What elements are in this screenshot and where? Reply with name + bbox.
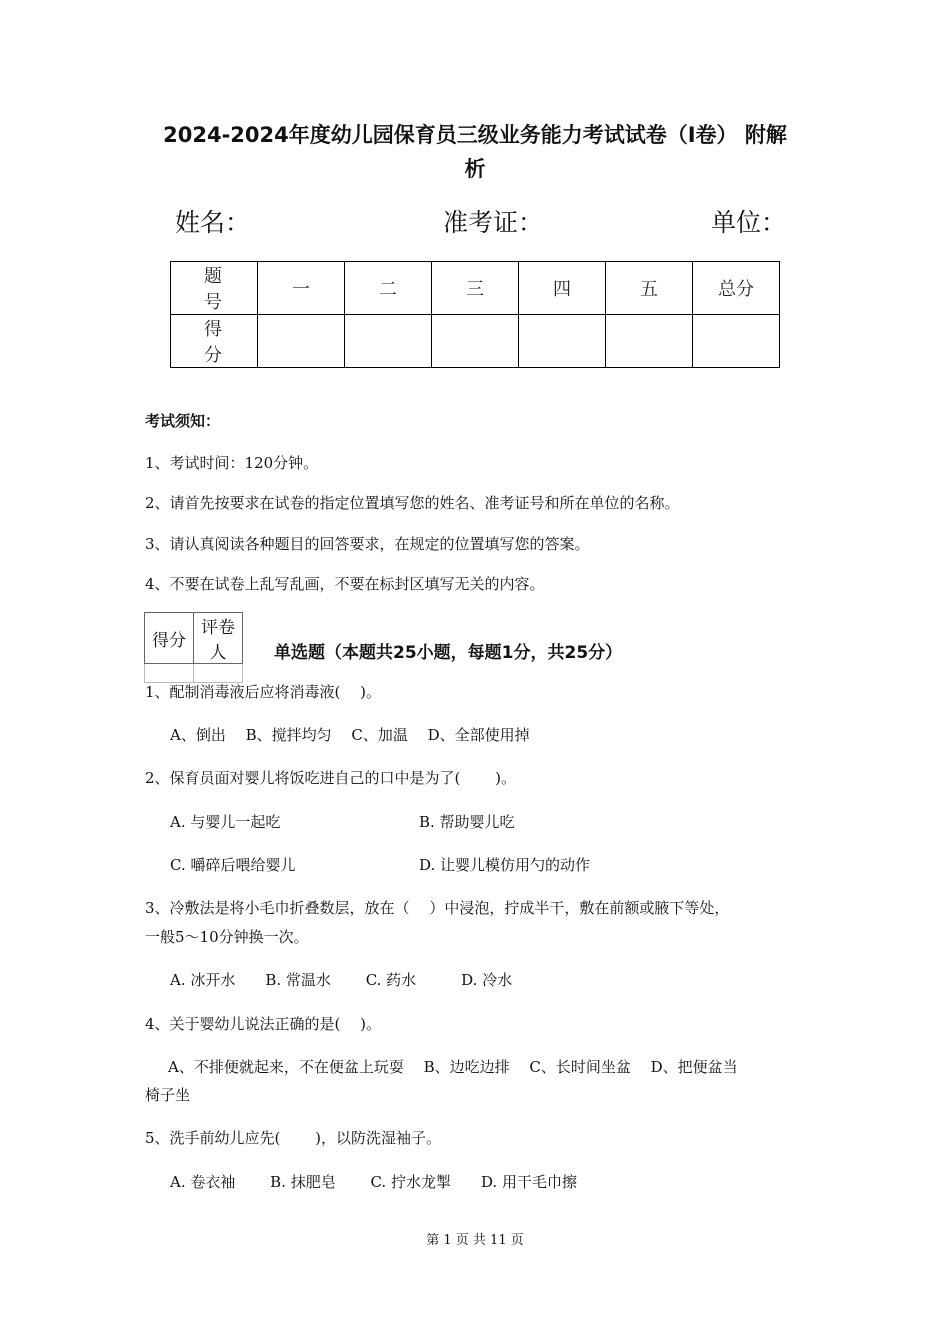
question-2-option-d: D. 让婴儿模仿用勺的动作 bbox=[419, 856, 591, 874]
question-1-options: A、倒出 B、搅拌均匀 C、加温 D、全部使用掉 bbox=[170, 726, 530, 744]
section-3-header: 三 bbox=[432, 262, 519, 315]
question-3-line-1: 3、冷敷法是将小毛巾折叠数层，放在（ ）中浸泡，拧成半干，敷在前额或腋下等处， bbox=[145, 899, 730, 917]
question-1: 1、配制消毒液后应将消毒液( )。 bbox=[145, 683, 382, 701]
question-2-option-b: B. 帮助婴儿吃 bbox=[419, 813, 515, 831]
section-4-header: 四 bbox=[519, 262, 606, 315]
score-cell-total bbox=[693, 315, 780, 368]
score-cell-4 bbox=[519, 315, 606, 368]
score-cell-3 bbox=[432, 315, 519, 368]
unit-label: 单位： bbox=[711, 208, 787, 237]
exam-title bbox=[145, 118, 805, 186]
question-5: 5、洗手前幼儿应先( )，以防洗湿袖子。 bbox=[145, 1129, 442, 1147]
question-4-options-line-2: 椅子坐 bbox=[145, 1086, 191, 1104]
notice-item-2: 2、请首先按要求在试卷的指定位置填写您的姓名、准考证号和所在单位的名称。 bbox=[145, 494, 680, 512]
notice-item-4: 4、不要在试卷上乱写乱画，不要在标封区填写无关的内容。 bbox=[145, 575, 545, 593]
score-table bbox=[170, 261, 780, 368]
exam-id-label: 准考证： bbox=[443, 208, 544, 237]
name-label: 姓名： bbox=[175, 208, 251, 237]
grader-box bbox=[144, 612, 243, 683]
question-2-option-c: C. 嚼碎后喂给婴儿 bbox=[170, 856, 296, 874]
score-table-header-row bbox=[171, 262, 780, 315]
section-title: 单选题（本题共25小题，每题1分，共25分） bbox=[274, 643, 623, 663]
section-5-header: 五 bbox=[606, 262, 693, 315]
title-line-2: 析 bbox=[464, 157, 486, 181]
grader-score-cell bbox=[145, 664, 194, 683]
notice-item-1: 1、考试时间：120分钟。 bbox=[145, 454, 319, 472]
question-4-options-line-1: A、不排便就起来，不在便盆上玩耍 B、边吃边排 C、长时间坐盆 D、把便盆当 bbox=[168, 1058, 738, 1076]
grader-score-label: 得分 bbox=[145, 613, 194, 664]
score-cell-5 bbox=[606, 315, 693, 368]
section-1-header: 一 bbox=[258, 262, 345, 315]
score-cell-1 bbox=[258, 315, 345, 368]
question-4: 4、关于婴幼儿说法正确的是( )。 bbox=[145, 1015, 382, 1033]
title-line-1: 2024-2024年度幼儿园保育员三级业务能力考试试卷（I卷） 附解 bbox=[163, 123, 787, 147]
score-table-score-row bbox=[171, 315, 780, 368]
notice-item-3: 3、请认真阅读各种题目的回答要求，在规定的位置填写您的答案。 bbox=[145, 535, 590, 553]
question-3-options: A. 冰开水 B. 常温水 C. 药水 D. 冷水 bbox=[170, 971, 513, 989]
question-2: 2、保育员面对婴儿将饭吃进自己的口中是为了( )。 bbox=[145, 769, 517, 787]
page-footer: 第 1 页 共 11 页 bbox=[426, 1233, 524, 1248]
score-cell-2 bbox=[345, 315, 432, 368]
question-number-label: 题 号 bbox=[171, 262, 258, 315]
grader-reviewer-cell bbox=[194, 664, 243, 683]
question-3-line-2: 一般5～10分钟换一次。 bbox=[145, 928, 309, 946]
section-2-header: 二 bbox=[345, 262, 432, 315]
question-2-option-a: A. 与婴儿一起吃 bbox=[170, 813, 281, 831]
grader-reviewer-label: 评卷人 bbox=[194, 613, 243, 664]
score-label: 得 分 bbox=[171, 315, 258, 368]
total-header: 总分 bbox=[693, 262, 780, 315]
notice-heading: 考试须知： bbox=[145, 412, 221, 430]
question-5-options: A. 卷衣袖 B. 抹肥皂 C. 拧水龙掣 D. 用干毛巾擦 bbox=[170, 1173, 577, 1191]
